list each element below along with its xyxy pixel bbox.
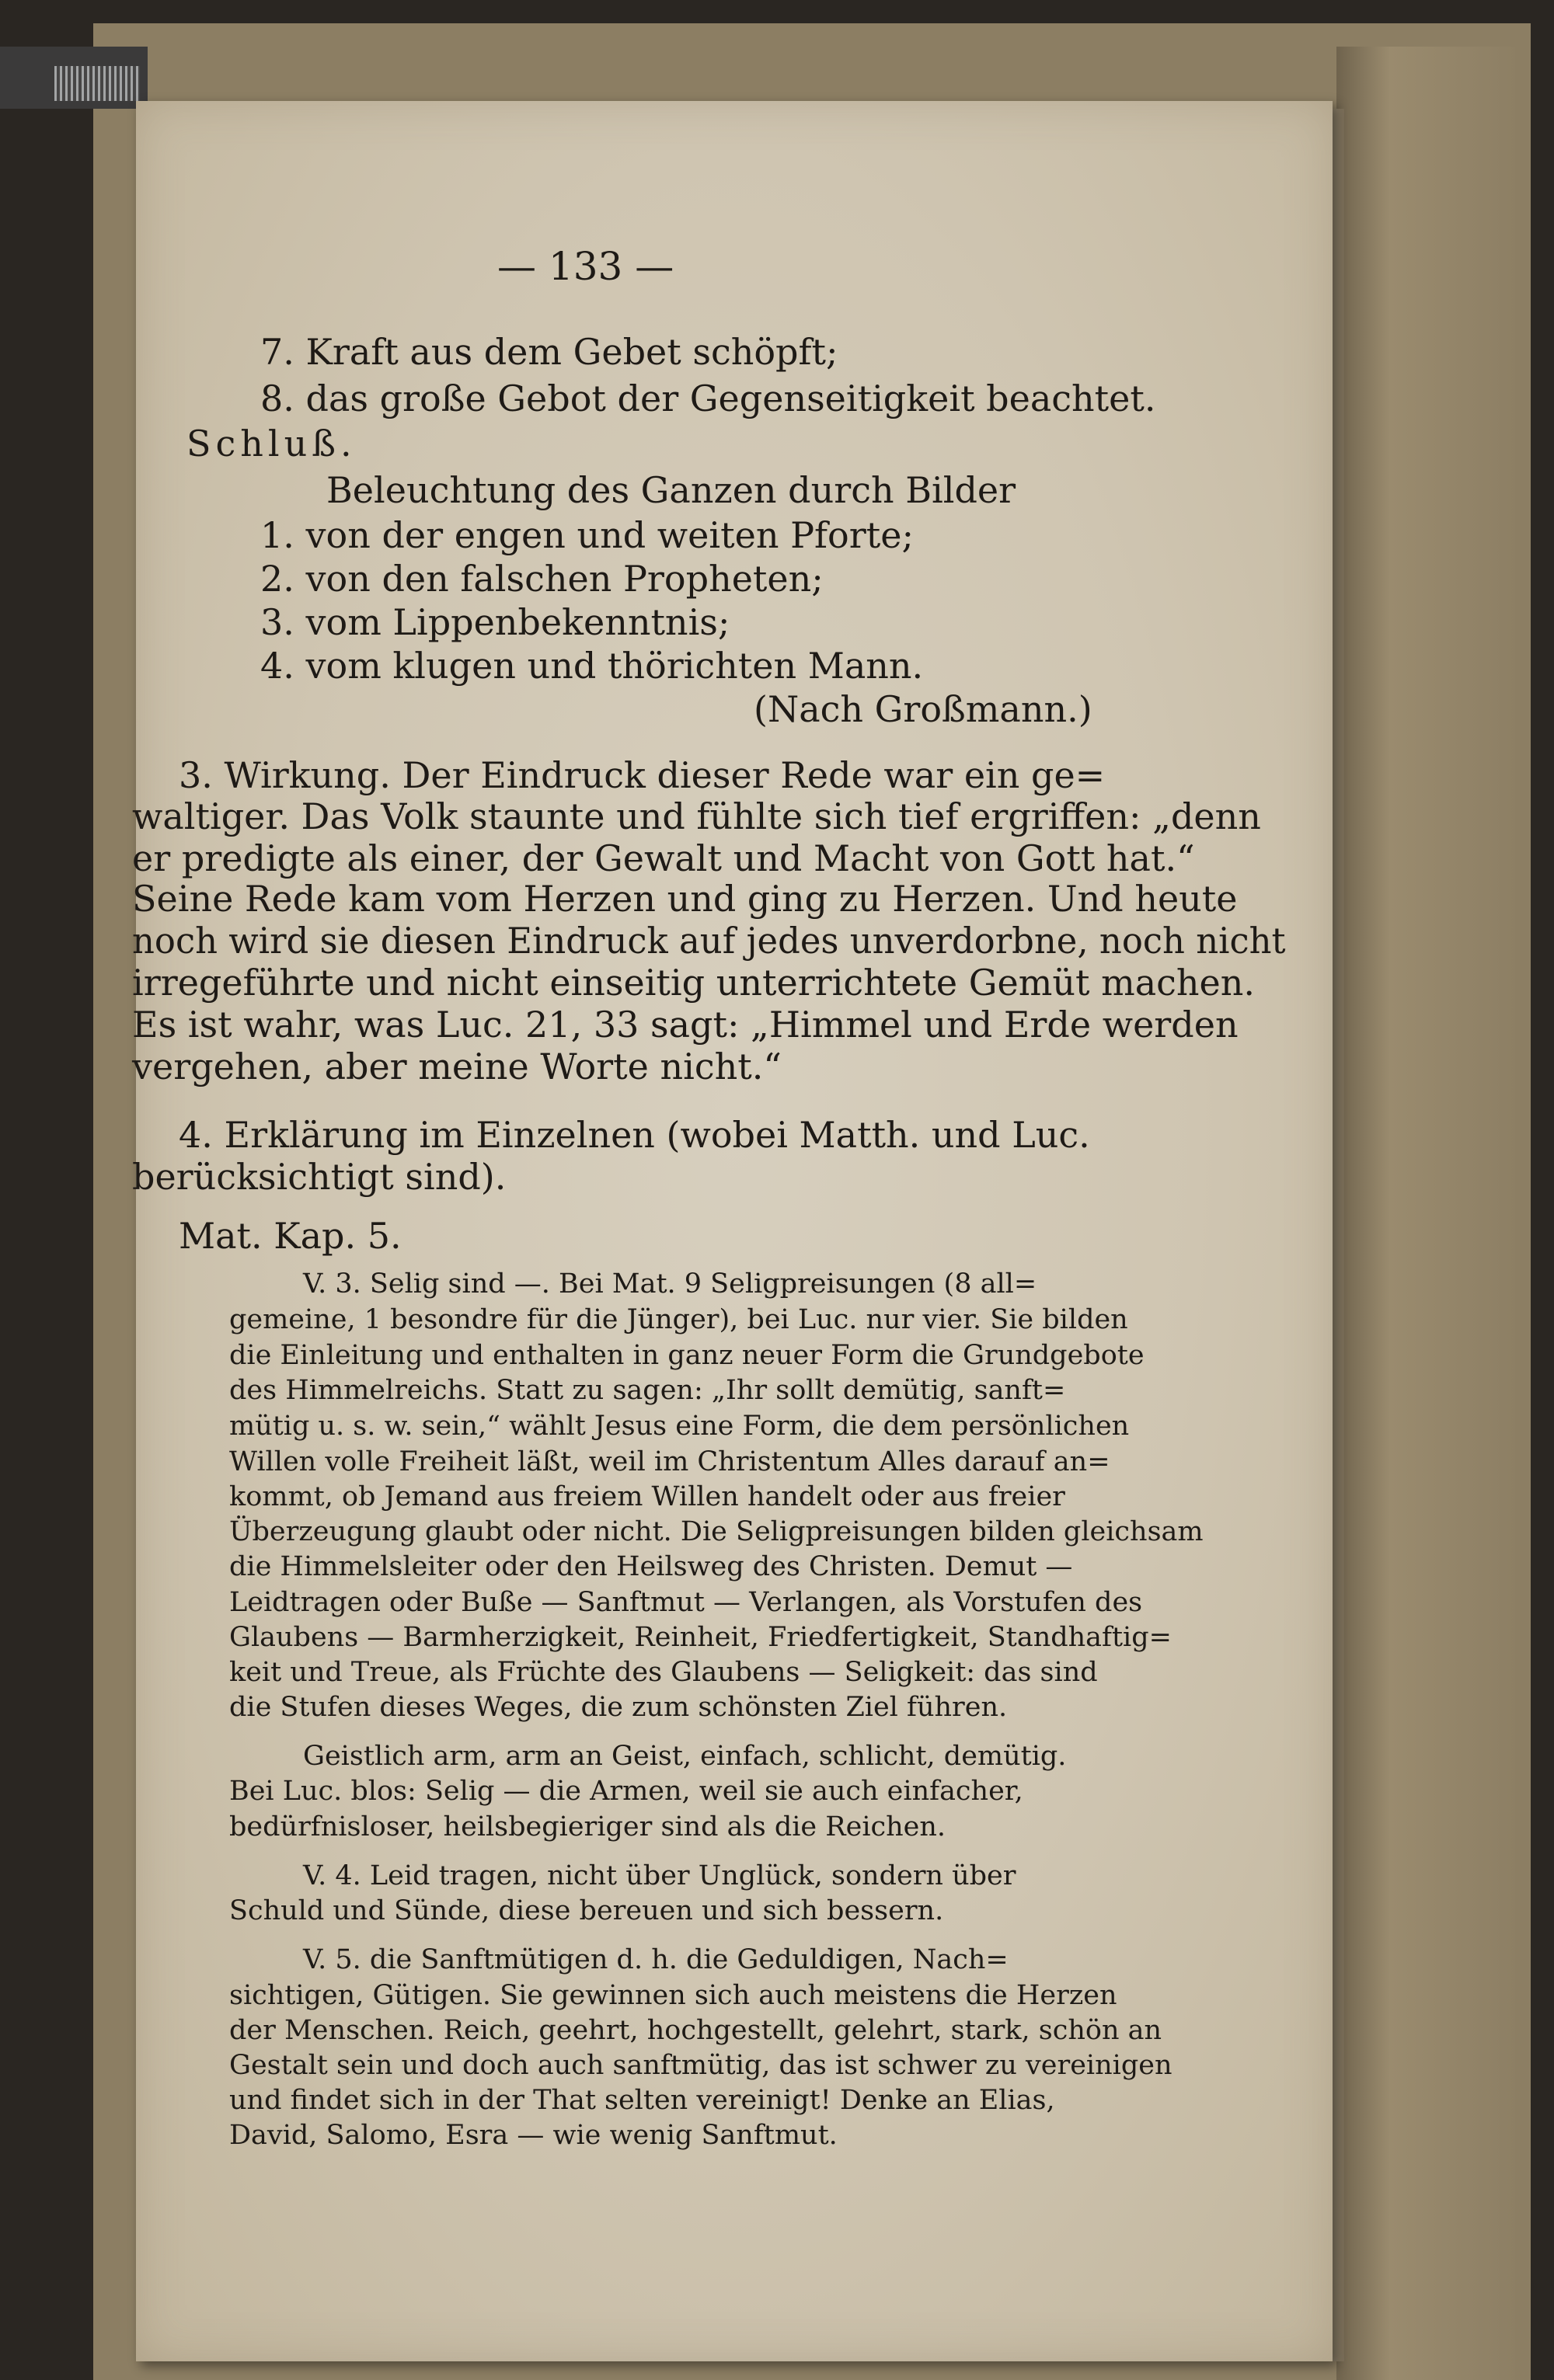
note-line: Gestalt sein und doch auch sanftmütig, das ist schwer zu vereinigen [229,2050,1172,2081]
note-line: der Menschen. Reich, geehrt, hochgestellt, gelehrt, stark, schön an [229,2015,1162,2046]
text-line: 3. Wirkung. Der Eindruck dieser Rede war ein ge= [179,754,1106,796]
outline-item: 8. das große Gebot der Gegenseitigkeit beachtet. [260,378,1156,419]
note-line: V. 3. Selig sind —. Bei Mat. 9 Seligpreisungen (8 all= [303,1268,1037,1300]
outline-item: 2. von den falschen Propheten; [260,558,824,600]
section-heading: Schluß. [186,423,357,465]
book-page [132,101,1333,2361]
note-line: Bei Luc. blos: Selig — die Armen, weil sie auch einfacher, [229,1776,1023,1807]
outline-item: Beleuchtung des Ganzen durch Bilder [326,469,1016,511]
note-line: gemeine, 1 besondre für die Jünger), bei Luc. nur vier. Sie bilden [229,1304,1128,1335]
subheading: Mat. Kap. 5. [179,1215,402,1257]
note-line: die Stufen dieses Weges, die zum schönsten Ziel führen. [229,1692,1008,1723]
text-line: noch wird sie diesen Eindruck auf jedes unverdorbne, noch nicht [132,920,1286,962]
note-line: und findet sich in der That selten vereinigt! Denke an Elias, [229,2085,1055,2116]
text-line: waltiger. Das Volk staunte und fühlte sich tief ergriffen: „denn [132,795,1261,837]
page-number: — 133 — [497,244,674,289]
note-line: mütig u. s. w. sein,“ wählt Jesus eine Form, die dem persönlichen [229,1411,1130,1442]
note-line: Geistlich arm, arm an Geist, einfach, schlicht, demütig. [303,1741,1067,1772]
note-line: Willen volle Freiheit läßt, weil im Christentum Alles darauf an= [229,1446,1110,1477]
outline-item: 4. vom klugen und thörichten Mann. [260,645,924,687]
book-cover-edge [1336,47,1515,2380]
text-line: berücksichtigt sind). [132,1156,507,1198]
source-note: (Nach Großmann.) [754,688,1092,730]
note-line: Überzeugung glaubt oder nicht. Die Seligpreisungen bilden gleichsam [229,1516,1204,1547]
note-line: Schuld und Sünde, diese bereuen und sich bessern. [229,1895,944,1926]
note-line: die Einleitung und enthalten in ganz neuer Form die Grundgebote [229,1340,1145,1371]
note-line: V. 4. Leid tragen, nicht über Unglück, sondern über [303,1860,1016,1891]
text-line: Es ist wahr, was Luc. 21, 33 sagt: „Himmel und Erde werden [132,1004,1239,1046]
text-line: Seine Rede kam vom Herzen und ging zu Herzen. Und heute [132,878,1238,920]
outline-item: 7. Kraft aus dem Gebet schöpft; [260,331,838,373]
binding-stripes [54,66,140,101]
note-line: bedürfnisloser, heilsbegieriger sind als die Reichen. [229,1811,946,1842]
note-line: keit und Treue, als Früchte des Glaubens — Seligkeit: das sind [229,1657,1098,1688]
text-line: er predigte als einer, der Gewalt und Macht von Gott hat.“ [132,837,1195,879]
text-line: vergehen, aber meine Worte nicht.“ [132,1046,782,1087]
note-line: sichtigen, Gütigen. Sie gewinnen sich auch meistens die Herzen [229,1980,1117,2011]
text-line: irregeführte und nicht einseitig unterrichtete Gemüt machen. [132,962,1256,1004]
note-line: die Himmelsleiter oder den Heilsweg des Christen. Demut — [229,1551,1073,1582]
outline-item: 3. vom Lippenbekenntnis; [260,601,730,643]
note-line: Leidtragen oder Buße — Sanftmut — Verlangen, als Vorstufen des [229,1587,1143,1618]
section-heading: 4. Erklärung im Einzelnen (wobei Matth. und Luc. [179,1114,1090,1156]
note-line: V. 5. die Sanftmütigen d. h. die Geduldigen, Nach= [303,1944,1009,1975]
note-line: kommt, ob Jemand aus freiem Willen handelt oder aus freier [229,1481,1065,1512]
outline-item: 1. von der engen und weiten Pforte; [260,514,914,556]
note-line: des Himmelreichs. Statt zu sagen: „Ihr sollt demütig, sanft= [229,1375,1066,1406]
note-line: Glaubens — Barmherzigkeit, Reinheit, Friedfertigkeit, Standhaftig= [229,1622,1172,1653]
note-line: David, Salomo, Esra — wie wenig Sanftmut. [229,2120,838,2151]
